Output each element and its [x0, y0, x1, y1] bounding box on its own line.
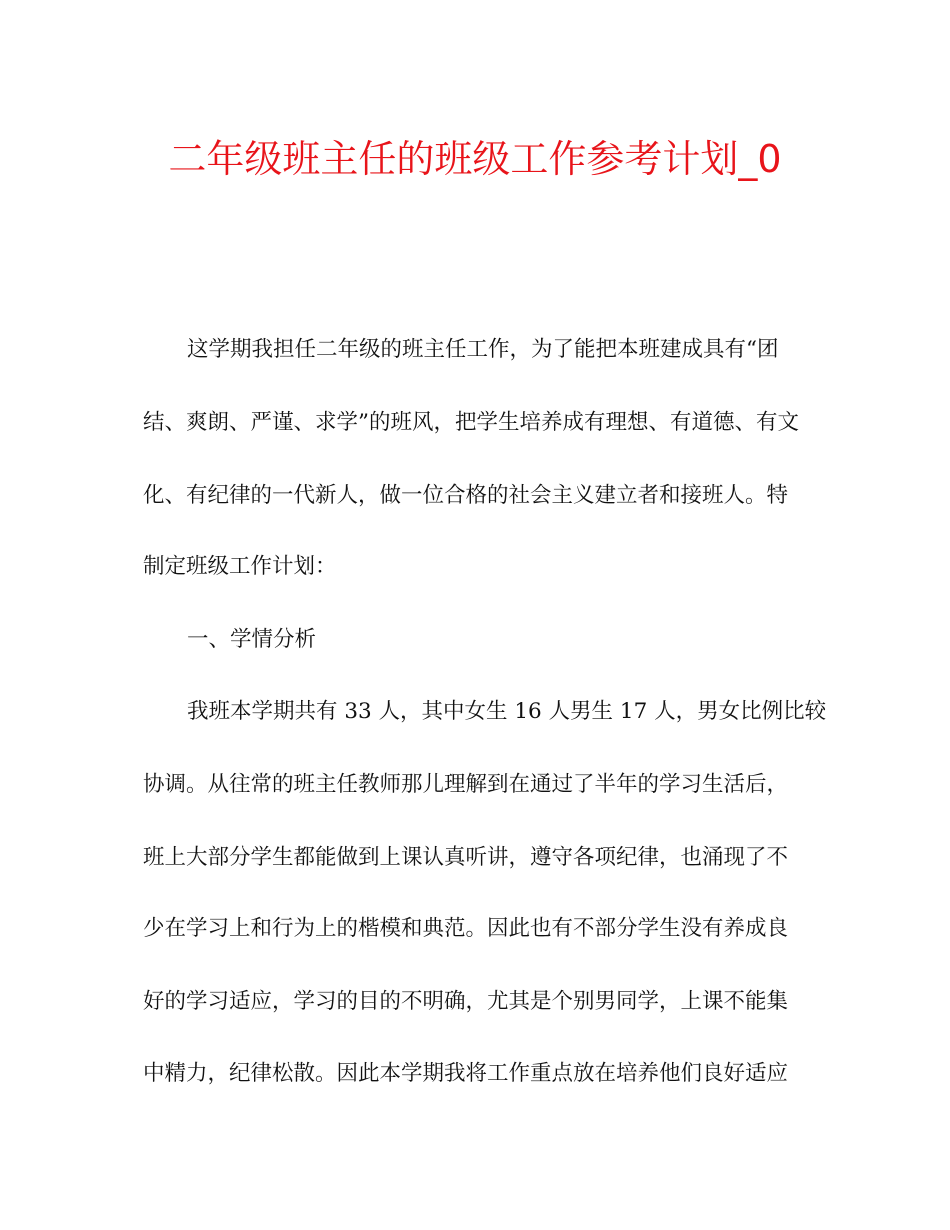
paragraph-line: 这学期我担任二年级的班主任工作，为了能把本班建成具有“团 — [187, 337, 779, 362]
paragraph-line: 制定班级工作计划： — [143, 554, 337, 579]
document-title: 二年级班主任的班级工作参考计划_0 — [168, 137, 782, 181]
paragraph-line: 协调。从往常的班主任教师那儿理解到在通过了半年的学习生活后， — [143, 772, 789, 797]
paragraph-line: 班上大部分学生都能做到上课认真听讲，遵守各项纪律，也涌现了不 — [143, 845, 789, 870]
paragraph-line: 少在学习上和行为上的楷模和典范。因此也有不部分学生没有养成良 — [143, 916, 789, 941]
paragraph-line: 好的学习适应，学习的目的不明确，尤其是个别男同学，上课不能集 — [143, 989, 789, 1014]
paragraph-line: 结、爽朗、严谨、求学”的班风，把学生培养成有理想、有道德、有文 — [143, 410, 799, 435]
paragraph-line: 中精力，纪律松散。因此本学期我将工作重点放在培养他们良好适应 — [143, 1061, 789, 1086]
paragraph-line: 我班本学期共有 33 人，其中女生 16 人男生 17 人，男女比例比较 — [187, 699, 827, 724]
section-heading: 一、学情分析 — [187, 627, 317, 652]
paragraph-line: 化、有纪律的一代新人，做一位合格的社会主义建立者和接班人。特 — [143, 483, 789, 508]
